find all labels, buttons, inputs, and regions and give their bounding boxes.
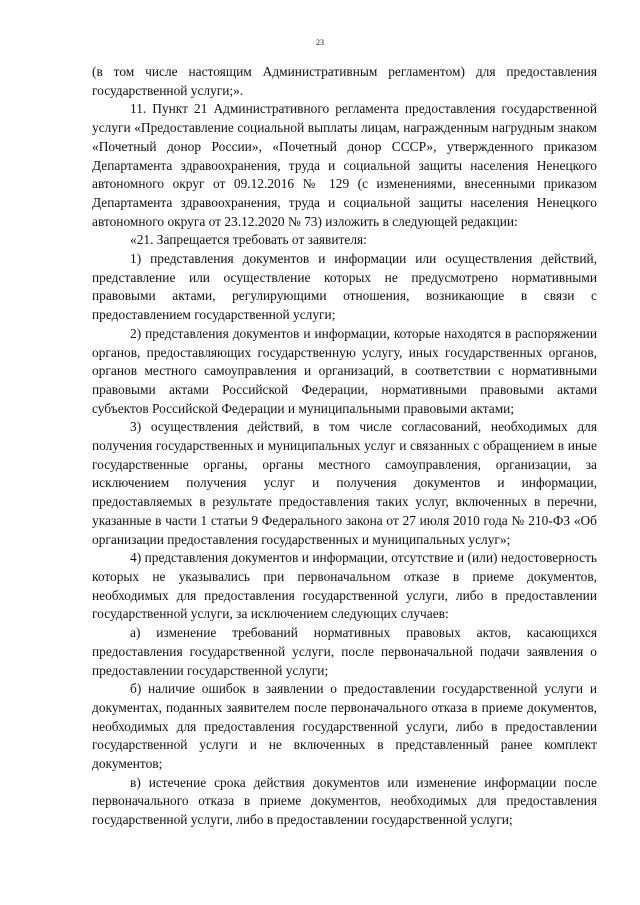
list-item-1: 1) представления документов и информации или осуществления действий, представление или осуществление которых не предусмотрено нормативными правовыми актами, регулирующими отношения, возникающие в связи с предоставлением государственной услуги; <box>92 251 597 323</box>
sublist-item-v: в) истечение срока действия документов или изменение информации после первоначального отказа в приеме документов, необходимых для предоставления государственной услуги, либо в предоставлении государственной услуги; <box>92 774 597 828</box>
list-item-3: 3) осуществления действий, в том числе согласований, необходимых для получения государственных и муниципальных услуг и связанных с обращением в иные государственные органы, органы местного самоуправления, организации, за исключением получения услуг и получения документов и информации, предоставляемых в результате предоставления таких услуг, включенных в перечни, указанные в части 1 статьи 9 Федерального закона от 27 июля 2010 года № 210-ФЗ «Об организации предоставления государственных и муниципальных услуг»; <box>92 419 597 547</box>
paragraph-item-11: 11. Пункт 21 Административного регламента предоставления государственной услуги «Предоставление социальной выплаты лицам, награжденным нагрудным знаком «Почетный донор России», «Почетный донор СССР», утвержденного приказом Департамента здравоохранения, труда и социальной защиты населения Ненецкого автономного округ от 09.12.2016 № 129 (с изменениями, внесенными приказом Департамента здравоохранения, труда и социальной защиты населения Ненецкого автономного округа от 23.12.2020 № 73) изложить в следующей редакции: <box>92 101 597 229</box>
list-item-4: 4) представления документов и информации, отсутствие и (или) недостоверность которых не указывались при первоначальном отказе в приеме документов, необходимых для предоставления государственной услуги, либо в предоставлении государственной услуги, за исключением следующих случаев: <box>92 550 597 622</box>
sublist-item-b: б) наличие ошибок в заявлении о предоставлении государственной услуги и документах, поданных заявителем после первоначального отказа в приеме документов, необходимых для предоставления государственной услуги, либо в предоставлении государственной услуги и не включенных в представленный ранее комплект документов; <box>92 681 597 772</box>
sublist-item-a: а) изменение требований нормативных правовых актов, касающихся предоставления государственной услуги, после первоначальной подачи заявления о предоставлении государственной услуги; <box>92 625 597 678</box>
paragraph-clause-21: «21. Запрещается требовать от заявителя: <box>130 232 367 248</box>
list-item-2: 2) представления документов и информации, которые находятся в распоряжении органов, предоставляющих государственную услугу, иных государственных органов, органов местного самоуправления и организаций, в соответствии с нормативными правовыми актами Российской Федерации, нормативными правовыми актами субъектов Российской Федерации и муниципальными правовыми актами; <box>92 325 597 416</box>
paragraph-continuation: (в том числе настоящим Административным регламентом) для предоставления государственной услуги;». <box>92 64 597 98</box>
document-body <box>92 63 597 830</box>
page-number: 23 <box>316 38 324 47</box>
